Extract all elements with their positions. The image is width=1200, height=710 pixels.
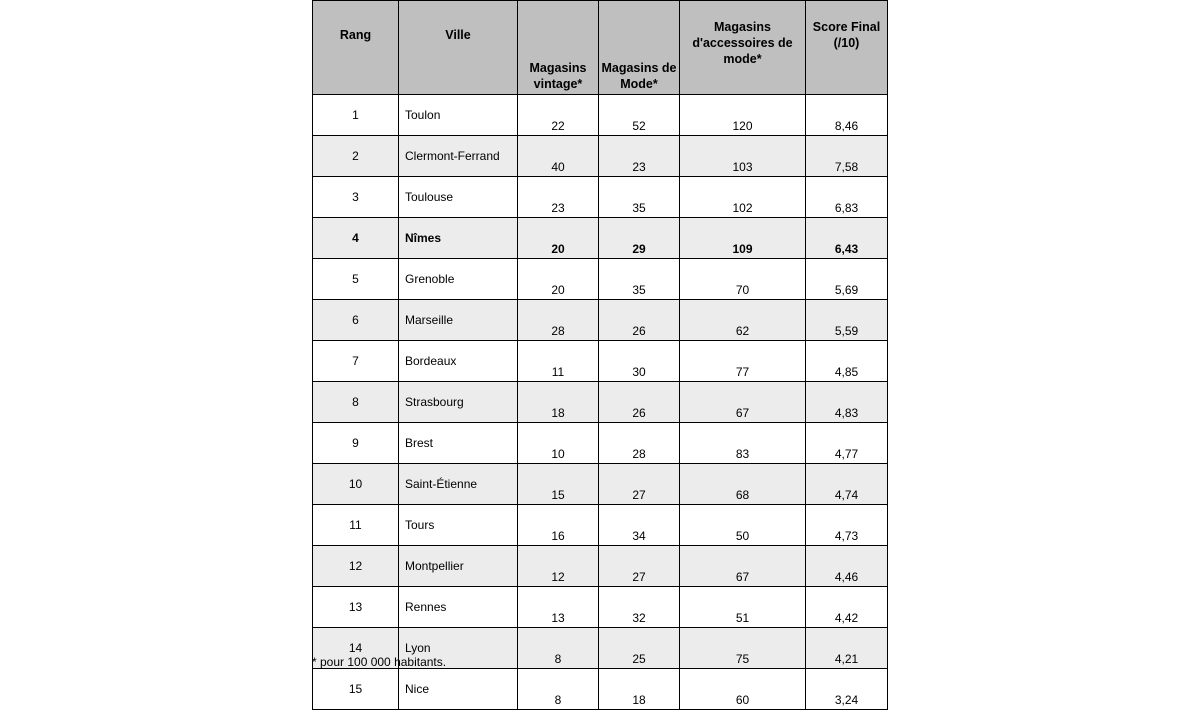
cell-final-score: 4,46 xyxy=(806,546,888,587)
header-vintage-stores: Magasins vintage* xyxy=(518,1,599,95)
cell-accessories-stores: 83 xyxy=(680,423,806,464)
cell-city: Montpellier xyxy=(399,546,518,587)
cell-vintage-stores: 18 xyxy=(518,382,599,423)
cell-rank: 8 xyxy=(313,382,399,423)
table-row xyxy=(313,464,888,505)
cell-city: Nice xyxy=(399,669,518,710)
cell-fashion-stores: 52 xyxy=(599,95,680,136)
cell-accessories-stores: 120 xyxy=(680,95,806,136)
cell-city: Toulon xyxy=(399,95,518,136)
header-fashion-stores: Magasins de Mode* xyxy=(599,1,680,95)
header-row xyxy=(313,1,888,95)
cell-fashion-stores: 25 xyxy=(599,628,680,669)
table-row xyxy=(313,300,888,341)
cell-city: Marseille xyxy=(399,300,518,341)
cell-vintage-stores: 20 xyxy=(518,218,599,259)
cell-rank: 2 xyxy=(313,136,399,177)
cell-rank: 5 xyxy=(313,259,399,300)
cell-final-score: 5,69 xyxy=(806,259,888,300)
cell-vintage-stores: 40 xyxy=(518,136,599,177)
cell-rank: 12 xyxy=(313,546,399,587)
cell-accessories-stores: 62 xyxy=(680,300,806,341)
cell-vintage-stores: 20 xyxy=(518,259,599,300)
cell-accessories-stores: 67 xyxy=(680,382,806,423)
cell-fashion-stores: 27 xyxy=(599,464,680,505)
cell-city: Brest xyxy=(399,423,518,464)
cell-vintage-stores: 16 xyxy=(518,505,599,546)
header-rank: Rang xyxy=(313,1,399,95)
cell-rank: 15 xyxy=(313,669,399,710)
table-row xyxy=(313,669,888,710)
cell-rank: 9 xyxy=(313,423,399,464)
cell-fashion-stores: 32 xyxy=(599,587,680,628)
cell-accessories-stores: 68 xyxy=(680,464,806,505)
cell-fashion-stores: 34 xyxy=(599,505,680,546)
cell-city: Lyon xyxy=(399,628,518,669)
cell-fashion-stores: 27 xyxy=(599,546,680,587)
cell-fashion-stores: 35 xyxy=(599,259,680,300)
table-row xyxy=(313,382,888,423)
table-row xyxy=(313,259,888,300)
cell-final-score: 8,46 xyxy=(806,95,888,136)
cell-vintage-stores: 8 xyxy=(518,628,599,669)
cell-city: Tours xyxy=(399,505,518,546)
cell-rank: 11 xyxy=(313,505,399,546)
cell-vintage-stores: 22 xyxy=(518,95,599,136)
header-final-score: Score Final (/10) xyxy=(806,1,888,95)
cell-final-score: 4,74 xyxy=(806,464,888,505)
cell-fashion-stores: 26 xyxy=(599,300,680,341)
cell-final-score: 4,42 xyxy=(806,587,888,628)
cell-final-score: 4,73 xyxy=(806,505,888,546)
table-row xyxy=(313,341,888,382)
cell-fashion-stores: 35 xyxy=(599,177,680,218)
cell-rank: 6 xyxy=(313,300,399,341)
table-row xyxy=(313,218,888,259)
cell-accessories-stores: 103 xyxy=(680,136,806,177)
table-row xyxy=(313,136,888,177)
cell-vintage-stores: 15 xyxy=(518,464,599,505)
cell-accessories-stores: 70 xyxy=(680,259,806,300)
cell-accessories-stores: 102 xyxy=(680,177,806,218)
table-row xyxy=(313,177,888,218)
cell-city: Bordeaux xyxy=(399,341,518,382)
cell-final-score: 5,59 xyxy=(806,300,888,341)
cell-accessories-stores: 60 xyxy=(680,669,806,710)
cell-city: Rennes xyxy=(399,587,518,628)
cell-accessories-stores: 109 xyxy=(680,218,806,259)
cell-city: Clermont-Ferrand xyxy=(399,136,518,177)
table-row xyxy=(313,423,888,464)
cell-rank: 1 xyxy=(313,95,399,136)
cell-rank: 13 xyxy=(313,587,399,628)
cell-vintage-stores: 8 xyxy=(518,669,599,710)
cell-final-score: 4,77 xyxy=(806,423,888,464)
cell-rank: 7 xyxy=(313,341,399,382)
cell-accessories-stores: 51 xyxy=(680,587,806,628)
cell-city: Grenoble xyxy=(399,259,518,300)
table-header xyxy=(313,1,888,95)
table-row xyxy=(313,546,888,587)
cell-vintage-stores: 11 xyxy=(518,341,599,382)
cell-city: Strasbourg xyxy=(399,382,518,423)
cell-fashion-stores: 26 xyxy=(599,382,680,423)
cell-accessories-stores: 50 xyxy=(680,505,806,546)
footnote: * pour 100 000 habitants. xyxy=(312,655,447,669)
ranking-table xyxy=(312,0,888,710)
cell-city: Nîmes xyxy=(399,218,518,259)
cell-fashion-stores: 30 xyxy=(599,341,680,382)
cell-rank: 4 xyxy=(313,218,399,259)
cell-final-score: 4,83 xyxy=(806,382,888,423)
cell-final-score: 6,83 xyxy=(806,177,888,218)
cell-final-score: 7,58 xyxy=(806,136,888,177)
cell-accessories-stores: 67 xyxy=(680,546,806,587)
cell-vintage-stores: 12 xyxy=(518,546,599,587)
cell-rank: 14 xyxy=(313,628,399,669)
cell-accessories-stores: 75 xyxy=(680,628,806,669)
table-row xyxy=(313,505,888,546)
cell-city: Toulouse xyxy=(399,177,518,218)
table-body xyxy=(313,95,888,710)
header-city: Ville xyxy=(399,1,518,95)
cell-final-score: 4,21 xyxy=(806,628,888,669)
cell-final-score: 6,43 xyxy=(806,218,888,259)
cell-fashion-stores: 23 xyxy=(599,136,680,177)
table-row xyxy=(313,587,888,628)
cell-vintage-stores: 28 xyxy=(518,300,599,341)
cell-final-score: 4,85 xyxy=(806,341,888,382)
cell-rank: 3 xyxy=(313,177,399,218)
cell-rank: 10 xyxy=(313,464,399,505)
cell-fashion-stores: 18 xyxy=(599,669,680,710)
cell-city: Saint-Étienne xyxy=(399,464,518,505)
cell-accessories-stores: 77 xyxy=(680,341,806,382)
table-row xyxy=(313,95,888,136)
header-accessories-stores: Magasins d'accessoires de mode* xyxy=(680,1,806,95)
cell-vintage-stores: 23 xyxy=(518,177,599,218)
cell-vintage-stores: 13 xyxy=(518,587,599,628)
cell-final-score: 3,24 xyxy=(806,669,888,710)
cell-fashion-stores: 28 xyxy=(599,423,680,464)
cell-fashion-stores: 29 xyxy=(599,218,680,259)
cell-vintage-stores: 10 xyxy=(518,423,599,464)
